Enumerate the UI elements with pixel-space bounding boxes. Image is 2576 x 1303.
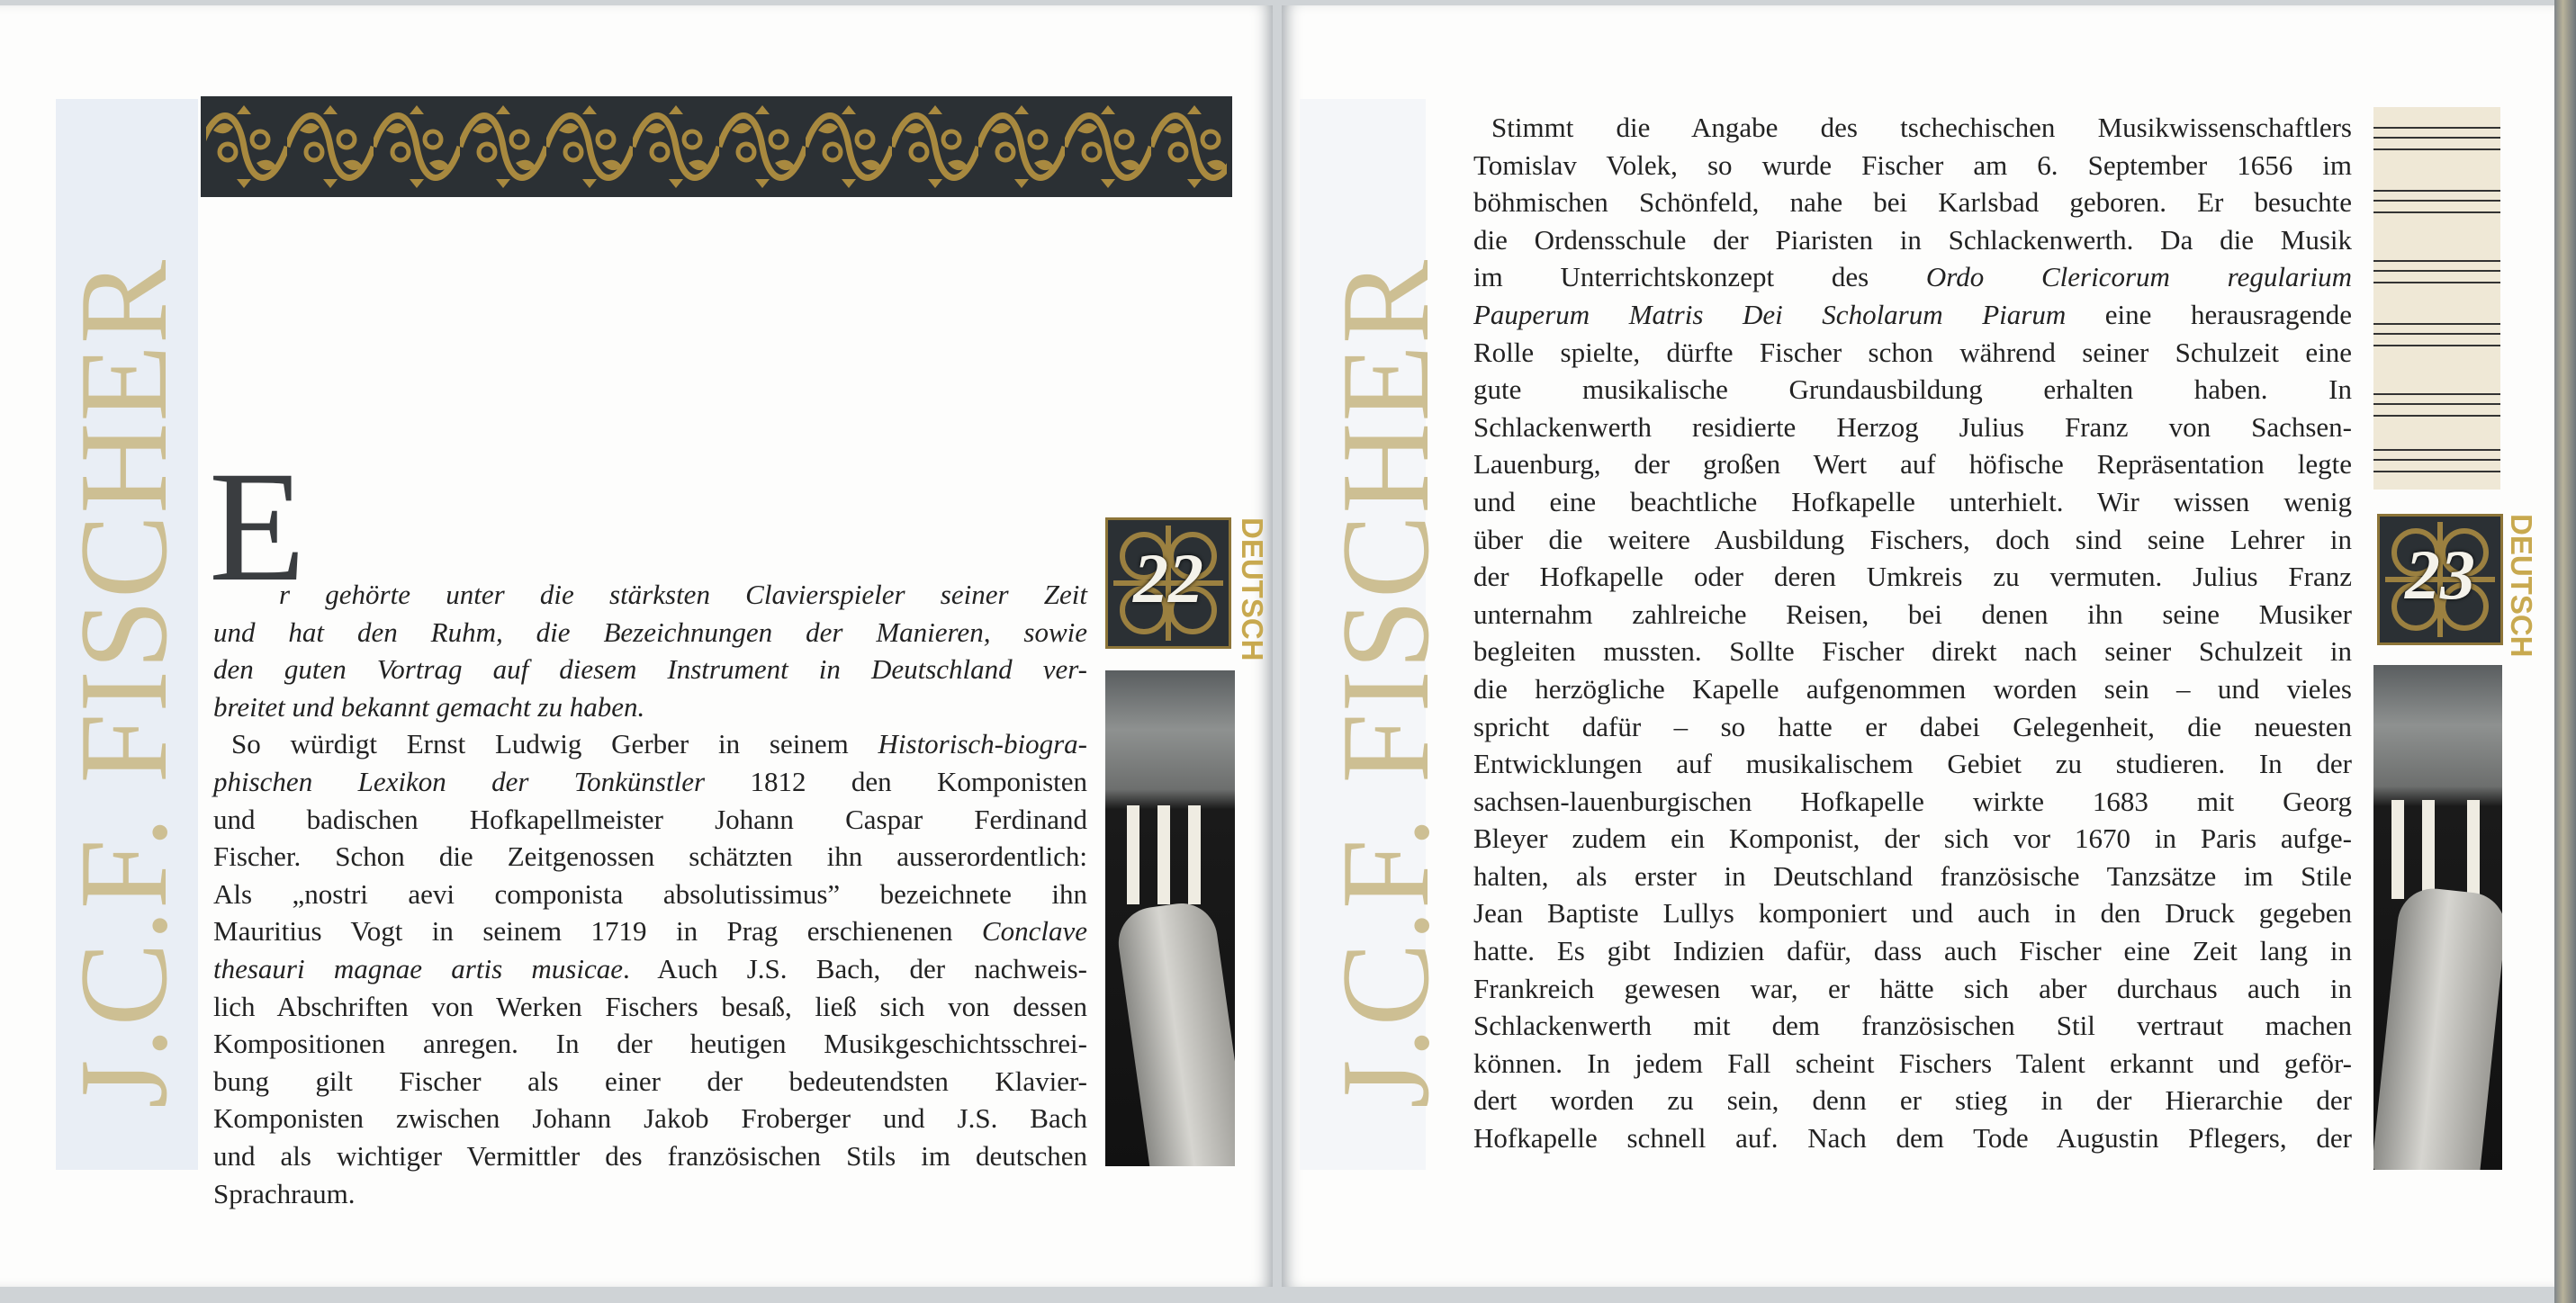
text-segment: Kompositionen anregen. In der heutigen Musikgeschichtsschrei- — [213, 1028, 1087, 1060]
text-segment: Tomislav Volek, so wurde Fischer am 6. September 1656 im — [1473, 148, 2352, 181]
italic-text: Ordo Clericorum regularium — [1925, 261, 2352, 293]
text-segment: die Ordensschule der Piaristen in Schlackenwerth. Da die Musik — [1473, 223, 2352, 256]
text-line — [213, 725, 1087, 763]
text-line — [213, 1175, 1087, 1213]
text-line — [213, 988, 1087, 1026]
left-vertical-title: J.C.F. FISCHER — [54, 258, 194, 1109]
language-label: DEUTSCH — [2505, 514, 2538, 658]
text-line — [213, 950, 1087, 988]
text-line — [213, 838, 1087, 876]
text-line — [213, 576, 1087, 614]
page-number-badge-23 — [2377, 514, 2503, 645]
text-line — [1473, 184, 2352, 221]
text-segment: halten, als erster in Deutschland französische Tanzsätze im Stile — [1473, 859, 2352, 892]
italic-text: phischen Lexikon der Tonkünstler — [213, 765, 706, 797]
text-line — [213, 1025, 1087, 1063]
text-segment: über die weitere Ausbildung Fischers, doch sind seine Lehrer in — [1473, 523, 2352, 555]
text-segment: . Auch J.S. Bach, der nachweis- — [623, 952, 1088, 984]
text-line — [1473, 708, 2352, 746]
text-line — [213, 1137, 1087, 1175]
text-segment: eine herausragende — [2066, 298, 2353, 330]
music-score-image — [2373, 107, 2500, 490]
text-line — [213, 1100, 1087, 1137]
text-segment: lich Abschriften von Werken Fischers besaß, ließ sich von dessen — [213, 990, 1087, 1022]
text-segment: spricht dafür – so hatte er dabei Gelegenheit, die neuesten — [1473, 710, 2352, 742]
harpsichord-hand-photo — [1105, 670, 1235, 1166]
text-line — [1473, 371, 2352, 409]
text-segment: Sprachraum. — [213, 1177, 356, 1209]
text-line — [213, 651, 1087, 688]
text-line — [1473, 1082, 2352, 1119]
language-tab — [1236, 517, 1269, 661]
ornament-scroll-pattern — [201, 96, 1232, 197]
right-body-text — [1473, 109, 2352, 1157]
text-line — [1473, 445, 2352, 483]
text-segment: unternahm zahlreiche Reisen, bei denen ihn seine Musiker — [1473, 598, 2352, 630]
text-line — [1473, 409, 2352, 446]
text-line — [213, 801, 1087, 839]
language-label: DEUTSCH — [1236, 517, 1269, 661]
text-line — [1473, 894, 2352, 932]
text-segment: Rolle spielte, dürfte Fischer schon während seiner Schulzeit eine — [1473, 336, 2352, 368]
text-segment: Schlackenwerth mit dem französischen Stil vertraut machen — [1473, 1010, 2352, 1042]
text-line — [1473, 970, 2352, 1008]
text-line — [1473, 745, 2352, 783]
text-line — [1473, 483, 2352, 521]
text-line — [213, 876, 1087, 913]
text-segment: im Unterrichtskonzept des — [1473, 261, 1926, 293]
italic-text: und hat den Ruhm, die Bezeichnungen der Manieren, sowie — [213, 616, 1087, 648]
text-line — [1473, 596, 2352, 634]
text-segment: bung gilt Fischer als einer der bedeutendsten Klavier- — [213, 1065, 1087, 1097]
text-segment: können. In jedem Fall scheint Fischers Talent erkannt und geför- — [1473, 1047, 2352, 1079]
text-line — [1473, 221, 2352, 259]
text-line — [1473, 296, 2352, 334]
ornament-band — [201, 96, 1232, 197]
italic-text: thesauri magnae artis musicae — [213, 952, 623, 984]
text-line — [1473, 820, 2352, 858]
text-segment: sachsen-lauenburgischen Hofkapelle wirkte 1683 mit Georg — [1473, 785, 2352, 817]
text-segment: Fischer. Schon die Zeitgenossen schätzten ihn ausserordentlich: — [213, 840, 1087, 873]
text-segment: Als „nostri aevi componista absolutissimus” bezeichnete ihn — [213, 877, 1087, 910]
text-line — [1473, 521, 2352, 559]
text-segment: dert worden zu sein, denn er stieg in der Hierarchie der — [1473, 1084, 2352, 1117]
text-segment: 1812 den Komponisten — [705, 765, 1088, 797]
text-line — [1473, 670, 2352, 708]
text-segment: die herzögliche Kapelle aufgenommen worden sein – und vieles — [1473, 672, 2352, 705]
text-segment: Komponisten zwischen Johann Jakob Froberger und J.S. Bach — [213, 1102, 1087, 1135]
text-line — [1473, 147, 2352, 184]
text-line — [1473, 1119, 2352, 1157]
booklet-edge — [2554, 0, 2576, 1303]
text-line — [1473, 932, 2352, 970]
text-segment: Frankreich gewesen war, er hätte sich aber durchaus auch in — [1473, 972, 2352, 1004]
text-line — [213, 912, 1087, 950]
harpsichord-hand-photo — [2373, 665, 2502, 1170]
italic-text: breitet und bekannt gemacht zu haben. — [213, 690, 645, 723]
right-vertical-title: J.C.F. FISCHER — [1316, 258, 1455, 1109]
italic-text: den guten Vortrag auf diesem Instrument in Deutschland ver- — [213, 653, 1087, 686]
text-segment: Bleyer zudem ein Komponist, der sich vor 1670 in Paris aufge- — [1473, 822, 2352, 855]
text-line — [213, 688, 1087, 726]
text-segment: begleiten mussten. Sollte Fischer direkt nach seiner Schulzeit in — [1473, 635, 2352, 668]
text-segment: und eine beachtliche Hofkapelle unterhielt. Wir wissen wenig — [1473, 485, 2352, 517]
language-tab — [2505, 514, 2538, 658]
text-segment: der Hofkapelle oder deren Umkreis zu vermuten. Julius Franz — [1473, 561, 2352, 593]
text-segment: hatte. Es gibt Indizien dafür, dass auch Fischer eine Zeit lang in — [1473, 935, 2352, 967]
italic-text: Historisch-biogra- — [878, 728, 1087, 760]
text-line — [1473, 1045, 2352, 1083]
text-segment: Mauritius Vogt in seinem 1719 in Prag erschienenen — [213, 915, 982, 948]
text-line — [213, 763, 1087, 801]
text-line — [1473, 558, 2352, 596]
page-number: 22 — [1133, 539, 1203, 617]
text-line — [1473, 783, 2352, 821]
text-line — [213, 1063, 1087, 1101]
text-segment: Entwicklungen auf musikalischem Gebiet zu studieren. In der — [1473, 748, 2352, 780]
text-line — [1473, 334, 2352, 372]
text-segment: und als wichtiger Vermittler des französischen Stils im deutschen — [213, 1139, 1087, 1172]
text-segment: und badischen Hofkapellmeister Johann Caspar Ferdinand — [213, 803, 1087, 835]
text-line — [213, 614, 1087, 652]
text-line — [1473, 633, 2352, 670]
page-number: 23 — [2405, 535, 2475, 614]
text-segment: Schlackenwerth residierte Herzog Julius Franz von Sachsen- — [1473, 410, 2352, 443]
text-line — [1473, 858, 2352, 895]
text-segment: Hofkapelle schnell auf. Nach dem Tode Augustin Pflegers, der — [1473, 1122, 2352, 1155]
page-number-badge-22 — [1105, 517, 1231, 649]
italic-text: Conclave — [981, 915, 1087, 948]
text-line — [1473, 258, 2352, 296]
text-segment: Jean Baptiste Lullys komponiert und auch in den Druck gegeben — [1473, 897, 2352, 930]
text-segment: böhmischen Schönfeld, nahe bei Karlsbad geboren. Er besuchte — [1473, 186, 2352, 219]
text-segment: Stimmt die Angabe des tschechischen Musikwissenschaftlers — [1491, 112, 2352, 143]
text-segment: So würdigt Ernst Ludwig Gerber in seinem — [231, 728, 878, 760]
text-line — [1473, 1007, 2352, 1045]
italic-text: r gehörte unter die stärksten Clavierspieler seiner Zeit — [279, 579, 1087, 610]
drop-cap: E — [209, 439, 306, 615]
italic-text: Pauperum Matris Dei Scholarum Piarum — [1473, 298, 2067, 330]
text-line — [1473, 109, 2352, 147]
left-body-text — [213, 576, 1087, 1212]
text-segment: gute musikalische Grundausbildung erhalten haben. In — [1473, 373, 2352, 406]
text-segment: Lauenburg, der großen Wert auf höfische Repräsentation legte — [1473, 448, 2352, 481]
